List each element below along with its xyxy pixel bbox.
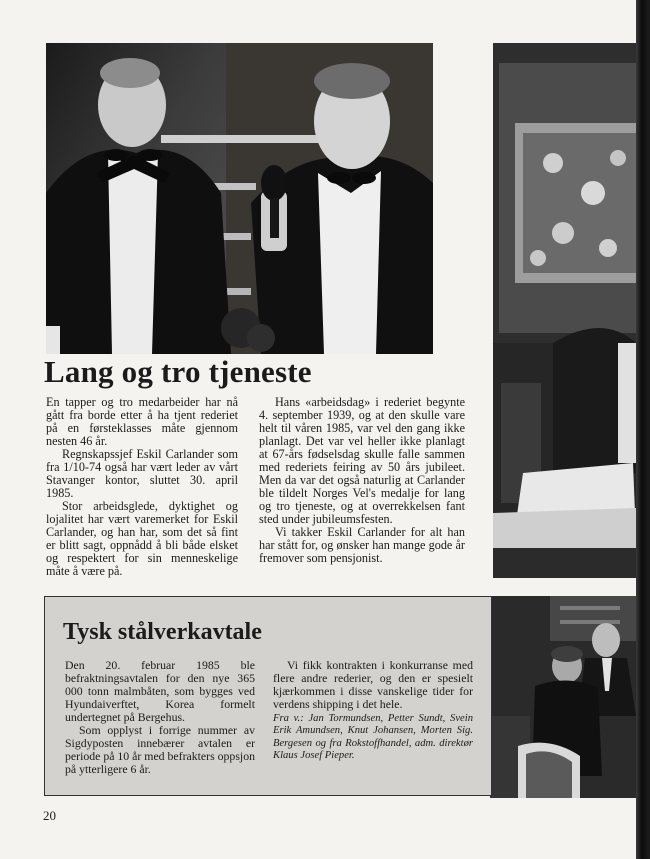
photo-award-ceremony-art	[46, 43, 433, 354]
photo-carpet-signing	[493, 43, 636, 578]
box-column-2	[273, 659, 473, 762]
photo-credit-caption: Fra v.: Jan Tormundsen, Petter Sundt, Svein Erik Amundsen, Knut Johansen, Morten Sig. Bergesen og fra Rokstoffhandel, adm. direktør Klaus Josef Pieper.	[273, 713, 473, 761]
stalverk-article-box	[44, 596, 492, 796]
box-paragraph: Som opplyst i forrige nummer av Sigdyposten innebærer avtalen er periode på 10 år med befrakters oppsjon på ytterligere 6 år.	[65, 723, 255, 776]
photo-meeting-room-art	[490, 596, 636, 798]
box-paragraph: Den 20. februar 1985 ble befraktningsavtalen for den nye 365 000 tonn malmbåten, som bygges ved Hyundaiverftet, Korea formelt undertegnet på Bergehus.	[65, 658, 255, 724]
article-column-2	[259, 396, 465, 565]
article-column-1	[46, 396, 238, 578]
box-paragraph: Vi fikk kontrakten i konkurranse med flere andre rederier, og den er spesielt kjærkommen i disse vanskelige tider for verdens shipping i det hele.	[273, 658, 473, 711]
box-column-1	[65, 659, 255, 776]
article-paragraph: Stor arbeidsglede, dyktighet og lojalitet har vært varemerket for Eskil Carlander, og han har, som det så fint er blitt sagt, oppnådd å bli både elsket og respektert for sin menneskelige måte å være på.	[46, 499, 238, 578]
article-paragraph: Regnskapssjef Eskil Carlander som fra 1/10-74 også har vært leder av vårt Stavanger kontor, sluttet 30. april 1985.	[46, 447, 238, 500]
photo-award-ceremony	[46, 43, 433, 354]
article-headline: Lang og tro tjeneste	[44, 354, 312, 389]
article-paragraph: En tapper og tro medarbeider har nå gått fra borde etter å ha tjent rederiet på en førsteklasses måte gjennom nesten 46 år.	[46, 395, 238, 448]
photo-meeting-room	[490, 596, 636, 798]
article-paragraph: Vi takker Eskil Carlander for alt han har stått for, og ønsker han mange gode år fremover som pensjonist.	[259, 525, 465, 565]
photo-carpet-signing-art	[493, 43, 636, 578]
article-paragraph: Hans «arbeidsdag» i rederiet begynte 4. september 1939, og at den skulle vare helt til våren 1985, var vel den gang ikke planlagt. Det var vel heller ikke planlagt at 67-års fødselsdag skulle falle sammen med rederiets feiring av 50 års jubileet. Men da var det også naturlig at Carlander ble tildelt Norges Vel's medalje for lang og tro tjeneste, og at overrekkelsen fant sted under jubileumsfesten.	[259, 395, 465, 526]
box-headline: Tysk stålverkavtale	[63, 619, 262, 645]
page-edge-shadow	[636, 0, 650, 859]
page-number: 20	[43, 808, 56, 823]
